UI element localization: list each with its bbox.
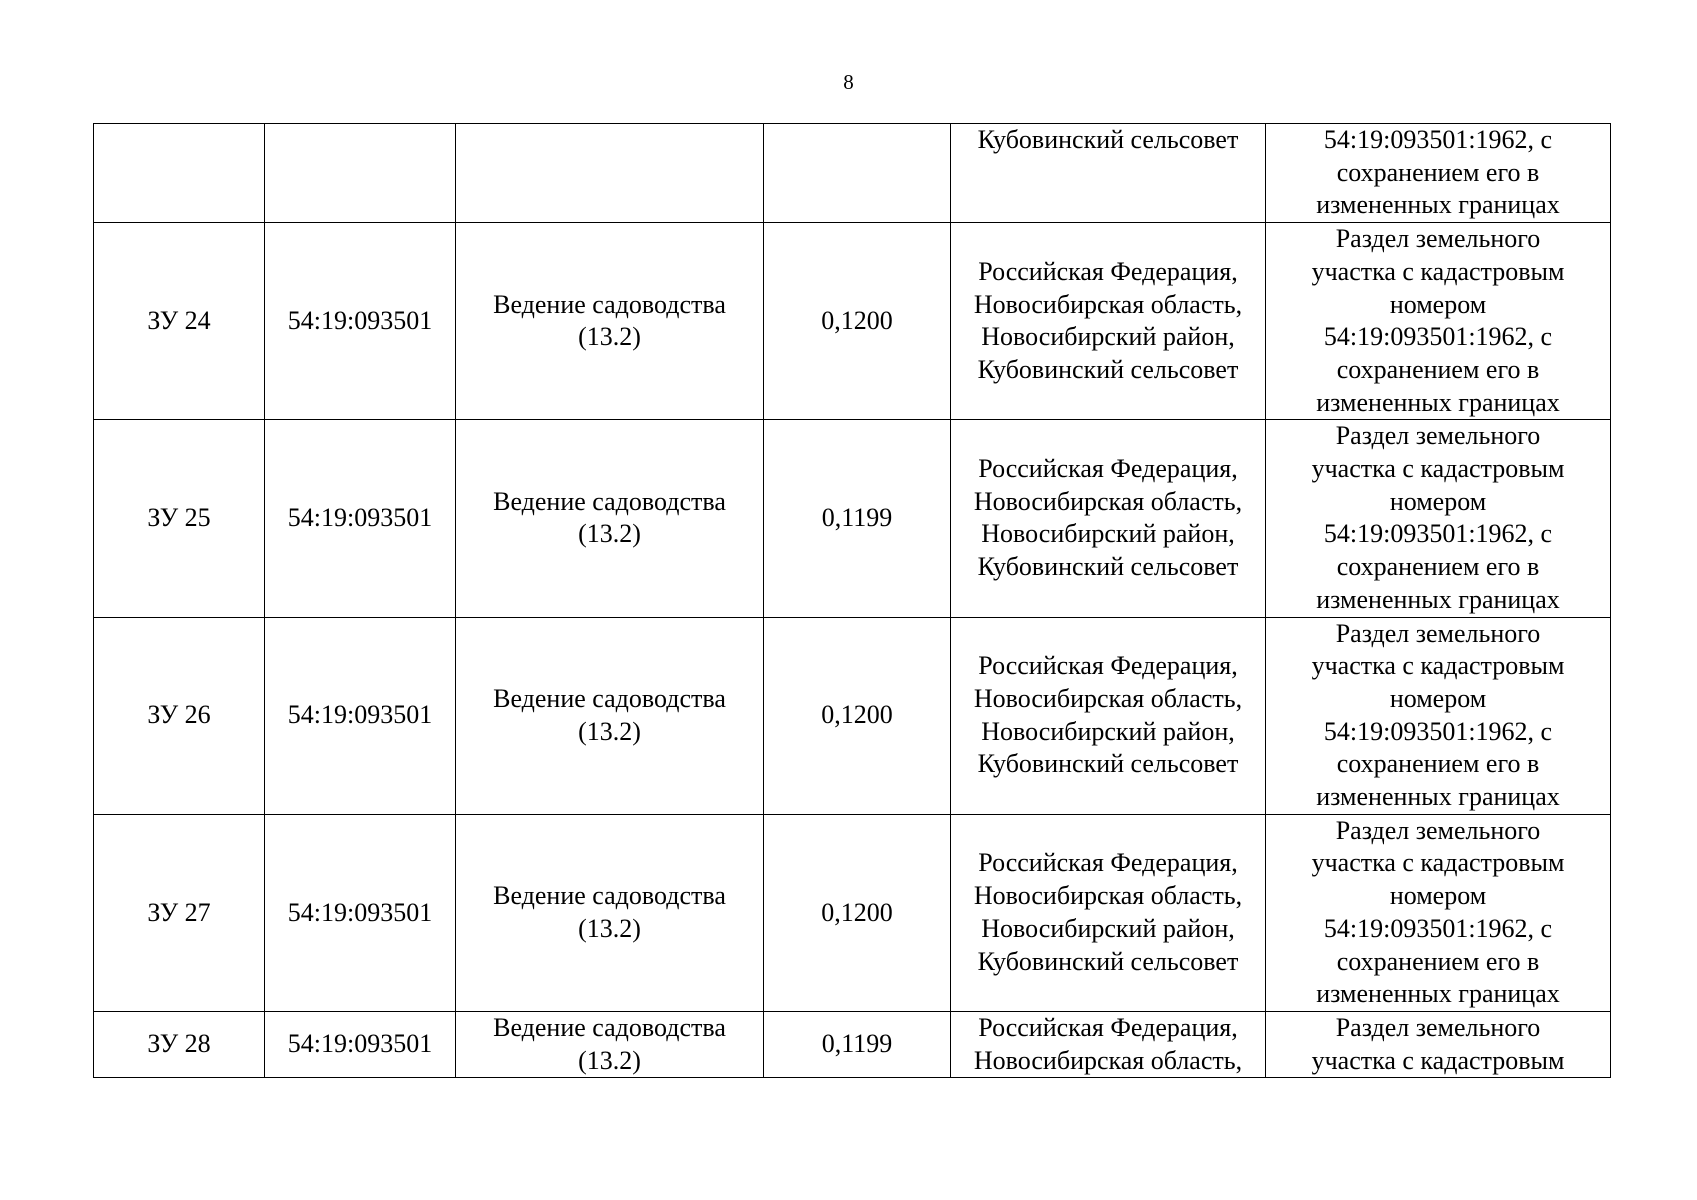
- use-line: (13.2): [578, 322, 641, 352]
- note-line: участка с кадастровым: [1311, 1045, 1565, 1075]
- location-line: Новосибирская область,: [973, 881, 1243, 911]
- note-line: измененных границах: [1316, 782, 1560, 812]
- note-line: Раздел земельного: [1335, 1012, 1541, 1042]
- location-line: Российская Федерация,: [978, 848, 1238, 878]
- table-cell-cadastral-block: [265, 124, 456, 223]
- note-line: 54:19:093501:1962, с: [1323, 913, 1553, 943]
- note-line: измененных границах: [1316, 190, 1560, 220]
- table-cell-location: [951, 420, 1266, 617]
- table-cell-area: 0,1200: [764, 223, 951, 420]
- note-line: 54:19:093501:1962, с: [1323, 125, 1553, 154]
- use-line: (13.2): [578, 716, 641, 746]
- location-line: Новосибирская область,: [973, 683, 1243, 713]
- location-line: Кубовинский сельсовет: [977, 946, 1239, 976]
- note-line: Раздел земельного: [1335, 421, 1541, 451]
- note-line: Раздел земельного: [1335, 815, 1541, 845]
- use-line: (13.2): [578, 1045, 641, 1075]
- table-cell-location: [951, 223, 1266, 420]
- table-cell-area: 0,1200: [764, 617, 951, 814]
- note-line: сохранением его в: [1336, 354, 1540, 384]
- use-line: Ведение садоводства: [493, 881, 726, 911]
- note-line: измененных границах: [1316, 387, 1560, 417]
- table-cell-location: [951, 1011, 1266, 1077]
- location-line: Новосибирская область,: [973, 486, 1243, 516]
- note-line: участка с кадастровым: [1311, 651, 1565, 681]
- table-cell-id: ЗУ 27: [94, 814, 265, 1011]
- note-line: номером: [1389, 289, 1487, 319]
- table-cell-cadastral-block: 54:19:093501: [265, 617, 456, 814]
- location-line: Новосибирская область,: [973, 289, 1243, 319]
- table-cell-cadastral-block: 54:19:093501: [265, 420, 456, 617]
- note-line: 54:19:093501:1962, с: [1323, 716, 1553, 746]
- table-cell-permitted-use: [456, 420, 764, 617]
- table-cell-cadastral-block: 54:19:093501: [265, 223, 456, 420]
- note-line: измененных границах: [1316, 584, 1560, 614]
- table-row: [94, 1011, 1611, 1077]
- table-cell-permitted-use: [456, 617, 764, 814]
- note-line: участка с кадастровым: [1311, 454, 1565, 484]
- note-line: участка с кадастровым: [1311, 848, 1565, 878]
- table-cell-area: [764, 124, 951, 223]
- use-line: Ведение садоводства: [493, 1012, 726, 1042]
- use-line: Ведение садоводства: [493, 289, 726, 319]
- table-cell-permitted-use: [456, 1011, 764, 1077]
- table-row: [94, 814, 1611, 1011]
- table-cell-cadastral-block: 54:19:093501: [265, 814, 456, 1011]
- note-line: номером: [1389, 683, 1487, 713]
- table-cell-note: [1266, 617, 1611, 814]
- table-cell-note: [1266, 814, 1611, 1011]
- table-cell-permitted-use: [456, 124, 764, 223]
- table-cell-permitted-use: [456, 223, 764, 420]
- use-line: Ведение садоводства: [493, 486, 726, 516]
- land-plot-table: [93, 123, 1611, 1078]
- location-line: Новосибирский район,: [981, 322, 1235, 352]
- use-line: Ведение садоводства: [493, 683, 726, 713]
- note-line: номером: [1389, 486, 1487, 516]
- location-line: Кубовинский сельсовет: [977, 552, 1239, 582]
- table-cell-id: ЗУ 25: [94, 420, 265, 617]
- note-line: сохранением его в: [1336, 749, 1540, 779]
- table-cell-location: [951, 617, 1266, 814]
- note-line: сохранением его в: [1336, 946, 1540, 976]
- note-line: 54:19:093501:1962, с: [1323, 519, 1553, 549]
- table-cell-id: [94, 124, 265, 223]
- table-row: [94, 223, 1611, 420]
- use-line: (13.2): [578, 913, 641, 943]
- table-cell-area: 0,1199: [764, 420, 951, 617]
- location-line: Российская Федерация,: [978, 256, 1238, 286]
- table-row: [94, 420, 1611, 617]
- location-line: Новосибирский район,: [981, 519, 1235, 549]
- table-cell-cadastral-block: 54:19:093501: [265, 1011, 456, 1077]
- table-cell-location: [951, 814, 1266, 1011]
- location-line: Кубовинский сельсовет: [977, 125, 1239, 154]
- table-cell-area: 0,1200: [764, 814, 951, 1011]
- table-cell-note: [1266, 124, 1611, 223]
- location-line: Новосибирская область,: [973, 1045, 1243, 1075]
- table-cell-note: [1266, 420, 1611, 617]
- note-line: Раздел земельного: [1335, 618, 1541, 648]
- location-line: Кубовинский сельсовет: [977, 749, 1239, 779]
- note-line: сохранением его в: [1336, 552, 1540, 582]
- note-line: номером: [1389, 881, 1487, 911]
- location-line: Новосибирский район,: [981, 716, 1235, 746]
- note-line: Раздел земельного: [1335, 224, 1541, 254]
- location-line: Российская Федерация,: [978, 454, 1238, 484]
- table-row: [94, 617, 1611, 814]
- use-line: (13.2): [578, 519, 641, 549]
- table-cell-permitted-use: [456, 814, 764, 1011]
- note-line: сохранением его в: [1336, 157, 1540, 187]
- table-cell-id: ЗУ 26: [94, 617, 265, 814]
- note-line: 54:19:093501:1962, с: [1323, 322, 1553, 352]
- table-cell-id: ЗУ 28: [94, 1011, 265, 1077]
- table-cell-note: [1266, 1011, 1611, 1077]
- location-line: Российская Федерация,: [978, 651, 1238, 681]
- location-line: Кубовинский сельсовет: [977, 354, 1239, 384]
- location-line: Новосибирский район,: [981, 913, 1235, 943]
- page-number: 8: [843, 70, 854, 94]
- note-line: измененных границах: [1316, 979, 1560, 1009]
- table-cell-location: [951, 124, 1266, 223]
- table-row-continuation: [94, 124, 1611, 223]
- location-line: Российская Федерация,: [978, 1012, 1238, 1042]
- table-cell-note: [1266, 223, 1611, 420]
- note-line: участка с кадастровым: [1311, 256, 1565, 286]
- table-cell-id: ЗУ 24: [94, 223, 265, 420]
- table-cell-area: 0,1199: [764, 1011, 951, 1077]
